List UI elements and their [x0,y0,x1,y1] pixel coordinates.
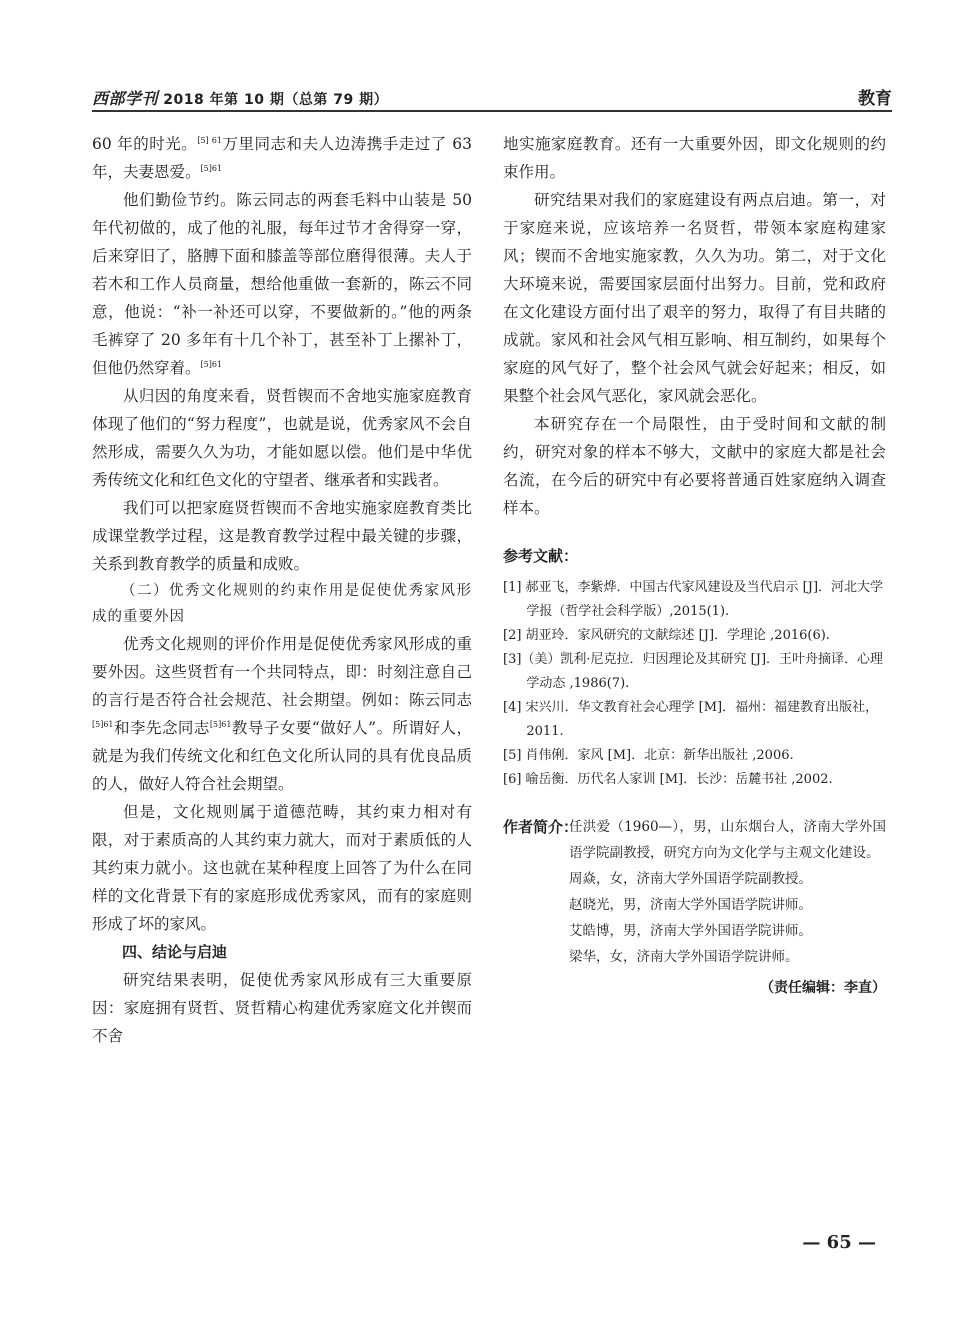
paragraph: 本研究存在一个局限性，由于受时间和文献的制约，研究对象的样本不够大，文献中的家庭大都是社会名流，在今后的研究中有必要将普通百姓家庭纳入调查样本。 [503,415,886,517]
header-rule [92,110,892,112]
reference-item: [4] 宋兴川．华文教育社会心理学 [M]．福州：福建教育出版社，2011. [503,700,879,739]
text-run: 教导子女要“做好人”。所谓好人，就是为我们传统文化和红色文化所认同的具有优良品质的人，做好人符合社会期望。 [92,719,472,793]
text-run: 60 年的时光。 [92,135,198,153]
paragraph [92,130,472,186]
reference-item: [1] 郝亚飞，李紫烨．中国古代家风建设及当代启示 [J]．河北大学学报（哲学社会科学版）,2015(1). [503,580,884,619]
page-header [92,82,892,108]
page-number: — 65 — [802,1232,876,1253]
references-title: 参考文献： [503,547,579,565]
text-run: 优秀文化规则的评价作用是促使优秀家风形成的重要外因。这些贤哲有一个共同特点，即：时刻注意自己的言行是否符合社会规范、社会期望。例如：陈云同志 [92,635,472,709]
citation: [5]61 [209,719,232,729]
references-list [503,576,886,792]
paragraph [92,630,472,798]
paragraph: 研究结果对我们的家庭建设有两点启迪。第一，对于家庭来说，应该培养一名贤哲，带领本家庭构建家风；锲而不舍地实施家教，久久为功。第二，对于文化大环境来说，需要国家层面付出努力。目前，党和政府在文化建设方面付出了艰辛的努力，取得了有目共睹的成就。家风和社会风气相互影响、相互制约，如果每个家庭的风气好了，整个社会风气就会好起来；相反，如果整个社会风气恶化，家风就会恶化。 [503,191,886,405]
author-bio [503,814,886,970]
author-entry: 赵晓光，男，济南大学外国语学院讲师。 [569,897,812,913]
paragraph: 我们可以把家庭贤哲锲而不舍地实施家庭教育类比成课堂教学过程，这是教育教学过程中最关键的步骤，关系到教育教学的质量和成败。 [92,499,472,573]
reference-item: [6] 喻岳衡．历代名人家训 [M]．长沙：岳麓书社 ,2002. [503,772,833,787]
author-bio-body [569,814,886,970]
reference-item: [2] 胡亚玲．家风研究的文献综述 [J]．学理论 ,2016(6). [503,628,830,643]
text-run: 他们勤俭节约。陈云同志的两套毛料中山装是 50 年代初做的，成了他的礼服，每年过节才舍得穿一穿，后来穿旧了，胳膊下面和膝盖等部位磨得很薄。夫人于若木和工作人员商量，想给他重做一套新的，陈云不同意，他说：“补一补还可以穿，不要做新的。”他的两条毛裤穿了 20 多年有十几个补丁，甚至补丁上摞补丁，但他仍然穿着。 [92,191,472,377]
subsection-heading: （二）优秀文化规则的约束作用是促使优秀家风形成的重要外因 [92,583,472,625]
paragraph: 地实施家庭教育。还有一大重要外因，即文化规则的约束作用。 [503,135,886,181]
text-run: 万里同志和夫人边涛携手走过了 63 年，夫妻恩爱。 [92,135,473,181]
journal-name: 西部学刊 [92,89,159,108]
left-column [92,130,472,1050]
citation: [5] 61 [197,135,222,145]
author-bio-label: 作者简介： [503,818,579,836]
header-left [92,86,388,109]
issue-info: 2018 年第 10 期（总第 79 期） [163,92,389,108]
author-entry: 梁华，女，济南大学外国语学院讲师。 [569,949,799,965]
responsible-editor: （责任编辑：李直） [760,980,886,996]
reference-item: [3]（美）凯利·尼克拉．归因理论及其研究 [J]．王叶舟摘译．心理学动态 ,1986(7). [503,652,884,691]
paragraph: 从归因的角度来看，贤哲锲而不舍地实施家庭教育体现了他们的“努力程度”，也就是说，优秀家风不会自然形成，需要久久为功，才能如愿以偿。他们是中华优秀传统文化和红色文化的守望者、继承者和实践者。 [92,387,472,489]
text-run: 和李先念同志 [113,719,210,737]
paragraph: 但是，文化规则属于道德范畴，其约束力相对有限，对于素质高的人其约束力就大，而对于素质低的人其约束力就小。这也就在某种程度上回答了为什么在同样的文化背景下有的家庭形成优秀家风，而有的家庭则形成了坏的家风。 [92,803,472,933]
section-heading: 四、结论与启迪 [122,943,228,961]
citation: [5]61 [200,163,223,173]
paragraph: 研究结果表明，促使优秀家风形成有三大重要原因：家庭拥有贤哲、贤哲精心构建优秀家庭文化并锲而不舍 [92,971,472,1045]
right-column [503,130,886,1002]
author-entry: 艾皓博，男，济南大学外国语学院讲师。 [569,923,812,939]
paragraph [92,186,472,382]
author-entry: 周焱，女，济南大学外国语学院副教授。 [569,871,812,887]
citation: [5]61 [92,719,114,729]
reference-item: [5] 肖伟俐．家风 [M]．北京：新华出版社 ,2006. [503,748,794,763]
author-entry: 任洪爱（1960—），男，山东烟台人，济南大学外国语学院副教授，研究方向为文化学与主观文化建设。 [569,819,886,861]
citation: [5]61 [200,359,223,369]
section-label: 教育 [858,89,892,109]
